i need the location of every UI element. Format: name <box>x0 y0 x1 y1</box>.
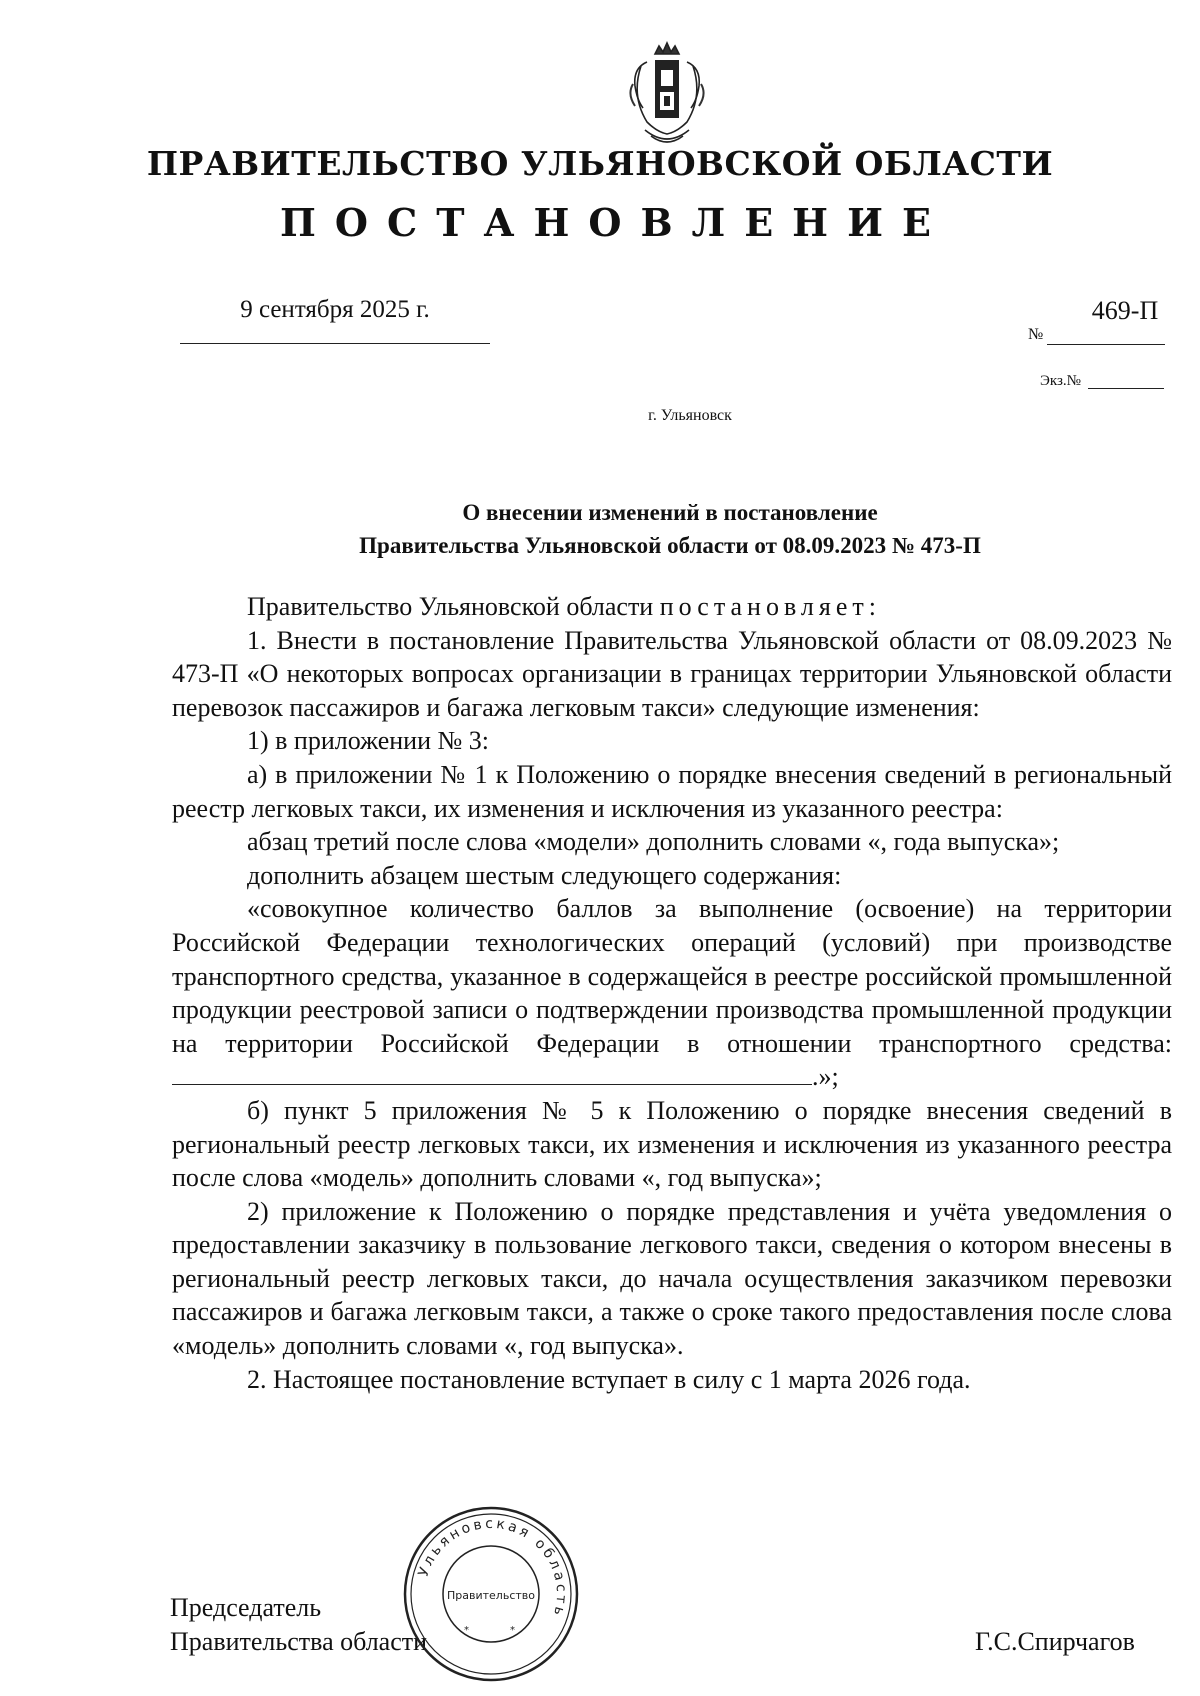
document-title-line-2: Правительства Ульяновской области от 08.09.2023 № 473-П <box>359 533 981 558</box>
copy-number-underline <box>1088 388 1164 389</box>
city: г. Ульяновск <box>648 407 732 424</box>
paragraph-abzac-6-intro: дополнить абзацем шестым следующего содержания: <box>247 860 842 890</box>
paragraph-1-1: 1) в приложении № 3: <box>247 726 490 756</box>
official-seal-icon <box>402 1505 580 1683</box>
copy-number-label: Экз.№ <box>1040 373 1081 389</box>
svg-text:*: * <box>464 1625 469 1636</box>
document-date: 9 сентября 2025 г. <box>240 296 430 323</box>
blank-fill-line <box>172 1064 812 1085</box>
signatory-title-line-1: Председатель <box>170 1593 322 1622</box>
signatory-title-line-2: Правительства области <box>170 1627 428 1656</box>
abzac-6-text: «совокупное количество баллов за выполнение (освоение) на территории Российской Федерации технологических операций (условий) при производстве транспортного средства, указанное в содержащейся в реестре российской промышленной продукции реестровой записи о подтверждении производства промышленной продукции на территории Российской Федерации в отношении транспортного средства: <box>172 894 1172 1058</box>
date-underline <box>180 343 490 344</box>
svg-text:Правительство: Правительство <box>447 1589 535 1602</box>
resolution-intro <box>172 590 1172 624</box>
document-number: 469-П <box>1091 296 1159 325</box>
abzac-6-end: .»; <box>812 1062 839 1092</box>
paragraph-1-1-b: б) пункт 5 приложения № 5 к Положению о порядке внесения сведений в региональный реестр легковых такси, их изменения и исключения из указанного реестра после слова «модель» дополнить словами «, год выпуска»; <box>172 1095 1172 1193</box>
coat-of-arms-icon <box>625 40 709 152</box>
paragraph-1-1-a: а) в приложении № 1 к Положению о порядке внесения сведений в региональный реестр легковых такси, их изменения и исключения из указанного реестра: <box>172 759 1172 823</box>
paragraph-abzac-3: абзац третий после слова «модели» дополнить словами «, года выпуска»; <box>247 827 1060 857</box>
document-title-line-1: О внесении изменений в постановление <box>462 500 878 525</box>
paragraph-2: 2. Настоящее постановление вступает в силу с 1 марта 2026 года. <box>247 1364 971 1394</box>
svg-text:Ульяновская область: Ульяновская область <box>415 1515 570 1620</box>
paragraph-abzac-6-text <box>172 892 1172 1094</box>
signatory-name: Г.С.Спирчагов <box>975 1627 1135 1656</box>
paragraph-1: 1. Внести в постановление Правительства Ульяновской области от 08.09.2023 № 473-П «О некоторых вопросах организации в границах территории Ульяновской области перевозок пассажиров и багажа легковым такси» следующие изменения: <box>172 625 1172 722</box>
paragraph-1-2: 2) приложение к Положению о порядке представления и учёта уведомления о предоставлении заказчику в пользование легкового такси, сведения о котором внесены в региональный реестр легковых такси, до начала осуществления заказчиком перевозки пассажиров и багажа легковым такси, а также о сроке такого предоставления после слова «модель» дополнить словами «, год выпуска». <box>172 1196 1172 1361</box>
number-sign: № <box>1028 326 1044 343</box>
document-body <box>172 590 1172 1396</box>
intro-verb: постановляет: <box>659 592 881 621</box>
document-type: ПОСТАНОВЛЕНИЕ <box>280 200 950 245</box>
government-title: ПРАВИТЕЛЬСТВО УЛЬЯНОВСКОЙ ОБЛАСТИ <box>146 144 1054 183</box>
svg-text:*: * <box>510 1625 515 1636</box>
number-underline <box>1047 344 1165 345</box>
intro-lead: Правительство Ульяновской области <box>247 592 654 621</box>
